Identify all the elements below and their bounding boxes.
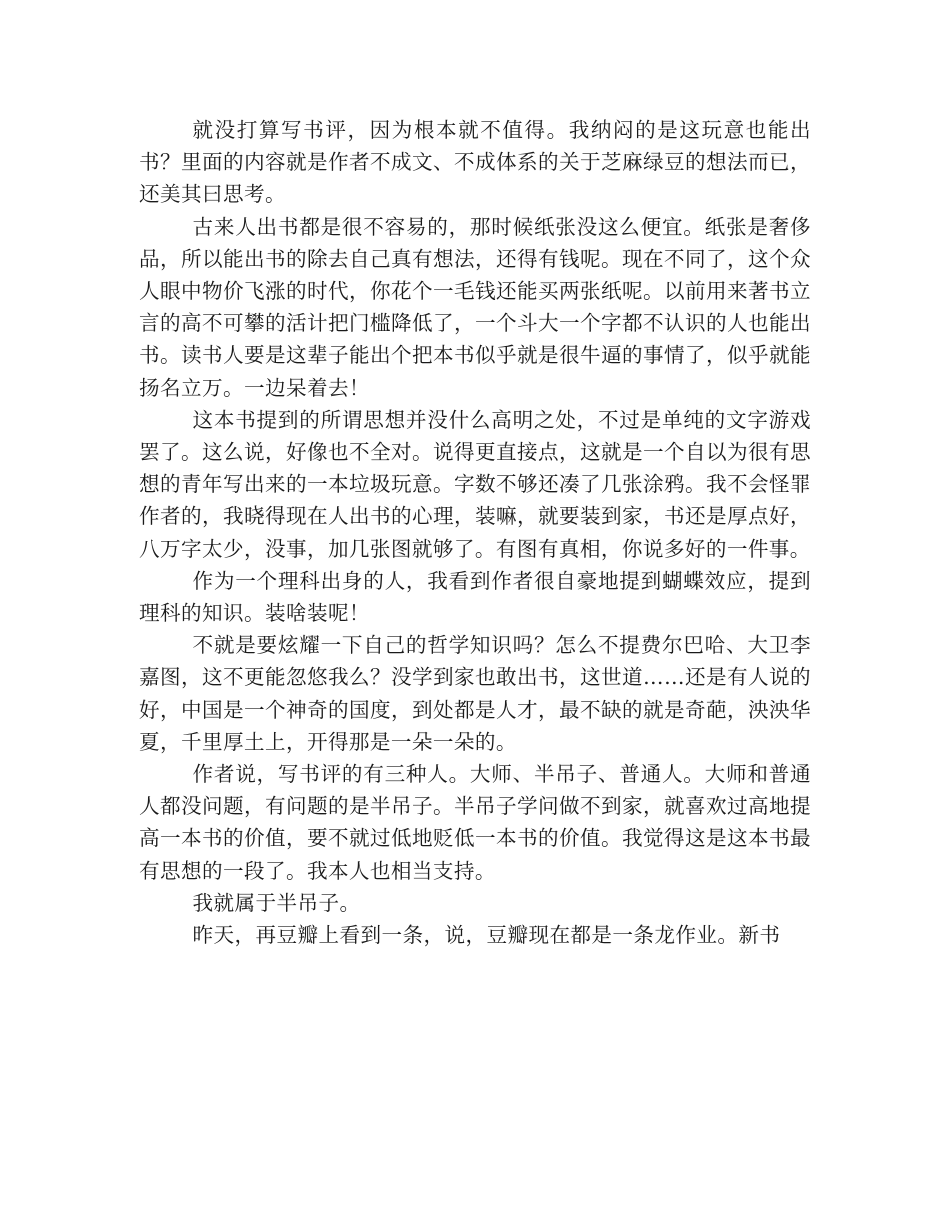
paragraph-2: 古来人出书都是很不容易的，那时候纸张没这么便宜。纸张是奢侈品，所以能出书的除去自己真有想法，还得有钱呢。现在不同了，这个众人眼中物价飞涨的时代，你花个一毛钱还能买两张纸呢。以前用来著书立言的高不可攀的活计把门槛降低了，一个斗大一个字都不认识的人也能出书。读书人要是这辈子能出个把本书似乎就是很牛逼的事情了，似乎就能扬名立万。一边呆着去！ — [139, 214, 811, 400]
paragraph-1: 就没打算写书评，因为根本就不值得。我纳闷的是这玩意也能出书？里面的内容就是作者不成文、不成体系的关于芝麻绿豆的想法而已，还美其曰思考。 — [139, 118, 811, 207]
document-body — [139, 114, 811, 951]
paragraph-7: 我就属于半吊子。 — [192, 890, 361, 915]
paragraph-6: 作者说，写书评的有三种人。大师、半吊子、普通人。大师和普通人都没问题，有问题的是半吊子。半吊子学问做不到家，就喜欢过高地提高一本书的价值，要不就过低地贬低一本书的价值。我觉得这是这本书最有思想的一段了。我本人也相当支持。 — [139, 762, 811, 883]
paragraph-4: 作为一个理科出身的人，我看到作者很自豪地提到蝴蝶效应，提到理科的知识。装啥装呢！ — [139, 568, 811, 626]
paragraph-8: 昨天，再豆瓣上看到一条，说，豆瓣现在都是一条龙作业。新书 — [192, 923, 781, 948]
paragraph-3: 这本书提到的所谓思想并没什么高明之处，不过是单纯的文字游戏罢了。这么说，好像也不全对。说得更直接点，这就是一个自以为很有思想的青年写出来的一本垃圾玩意。字数不够还凑了几张涂鸦。我不会怪罪作者的，我晓得现在人出书的心理，装嘛，就要装到家，书还是厚点好，八万字太少，没事，加几张图就够了。有图有真相，你说多好的一件事。 — [139, 407, 811, 561]
paragraph-5: 不就是要炫耀一下自己的哲学知识吗？怎么不提费尔巴哈、大卫李嘉图，这不更能忽悠我么？没学到家也敢出书，这世道……还是有人说的好，中国是一个神奇的国度，到处都是人才，最不缺的就是奇葩，泱泱华夏，千里厚土上，开得那是一朵一朵的。 — [139, 633, 811, 754]
